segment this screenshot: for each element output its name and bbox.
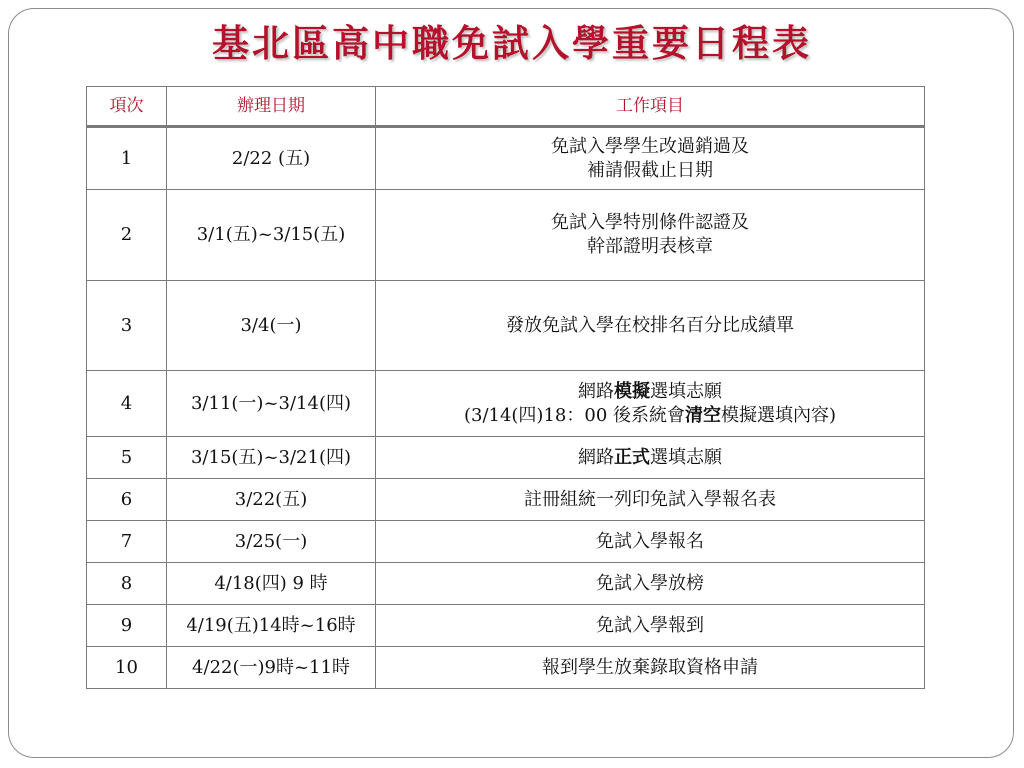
cell-item-no: 8 <box>87 563 167 605</box>
header-item-no: 項次 <box>87 87 167 127</box>
cell-task <box>376 127 925 190</box>
table-row <box>87 605 925 647</box>
task-line: 免試入學特別條件認證及 <box>551 212 749 233</box>
task-text: 網路 <box>578 446 614 468</box>
cell-task <box>376 190 925 281</box>
task-text: (3/14(四)18：00 後系統會 <box>463 404 685 426</box>
cell-task <box>376 437 925 479</box>
cell-item-no: 5 <box>87 437 167 479</box>
cell-date: 2/22 (五) <box>167 127 376 190</box>
cell-date: 3/15(五)~3/21(四) <box>167 437 376 479</box>
task-line: 補請假截止日期 <box>587 159 713 181</box>
cell-date: 3/11(一)~3/14(四) <box>167 371 376 437</box>
cell-task: 免試入學報名 <box>376 521 925 563</box>
cell-date: 3/22(五) <box>167 479 376 521</box>
cell-item-no: 1 <box>87 127 167 190</box>
task-text: 網路 <box>578 380 614 402</box>
cell-task: 免試入學放榜 <box>376 563 925 605</box>
cell-date: 4/18(四) 9 時 <box>167 563 376 605</box>
task-emphasis: 清空 <box>685 404 721 426</box>
table-row <box>87 479 925 521</box>
task-line: 幹部證明表核章 <box>587 236 713 257</box>
table-row <box>87 371 925 437</box>
table-row <box>87 647 925 689</box>
header-task: 工作項目 <box>376 87 925 127</box>
table-row <box>87 127 925 190</box>
cell-task: 註冊組統一列印免試入學報名表 <box>376 479 925 521</box>
table-row <box>87 437 925 479</box>
task-emphasis: 正式 <box>614 446 650 468</box>
task-text: 選填志願 <box>650 380 722 402</box>
schedule-table <box>86 86 925 689</box>
cell-task: 發放免試入學在校排名百分比成績單 <box>376 281 925 371</box>
cell-task <box>376 371 925 437</box>
task-line <box>380 404 920 428</box>
cell-task: 免試入學報到 <box>376 605 925 647</box>
table-row <box>87 190 925 281</box>
cell-item-no: 3 <box>87 281 167 371</box>
task-text: 模擬選填內容) <box>721 404 837 426</box>
task-text: 選填志願 <box>650 446 722 468</box>
table-header-row <box>87 87 925 127</box>
cell-item-no: 9 <box>87 605 167 647</box>
task-line <box>380 380 920 404</box>
cell-date: 3/25(一) <box>167 521 376 563</box>
task-emphasis: 模擬 <box>614 380 650 402</box>
cell-item-no: 4 <box>87 371 167 437</box>
cell-item-no: 10 <box>87 647 167 689</box>
cell-task: 報到學生放棄錄取資格申請 <box>376 647 925 689</box>
cell-item-no: 7 <box>87 521 167 563</box>
table-row <box>87 281 925 371</box>
cell-date: 4/22(一)9時~11時 <box>167 647 376 689</box>
cell-item-no: 2 <box>87 190 167 281</box>
table-row <box>87 521 925 563</box>
header-date: 辦理日期 <box>167 87 376 127</box>
page-title: 基北區高中職免試入學重要日程表 <box>212 21 812 65</box>
cell-date: 3/4(一) <box>167 281 376 371</box>
task-line: 免試入學學生改過銷過及 <box>551 135 749 157</box>
cell-item-no: 6 <box>87 479 167 521</box>
cell-date: 4/19(五)14時~16時 <box>167 605 376 647</box>
cell-date: 3/1(五)~3/15(五) <box>167 190 376 281</box>
table-row <box>87 563 925 605</box>
